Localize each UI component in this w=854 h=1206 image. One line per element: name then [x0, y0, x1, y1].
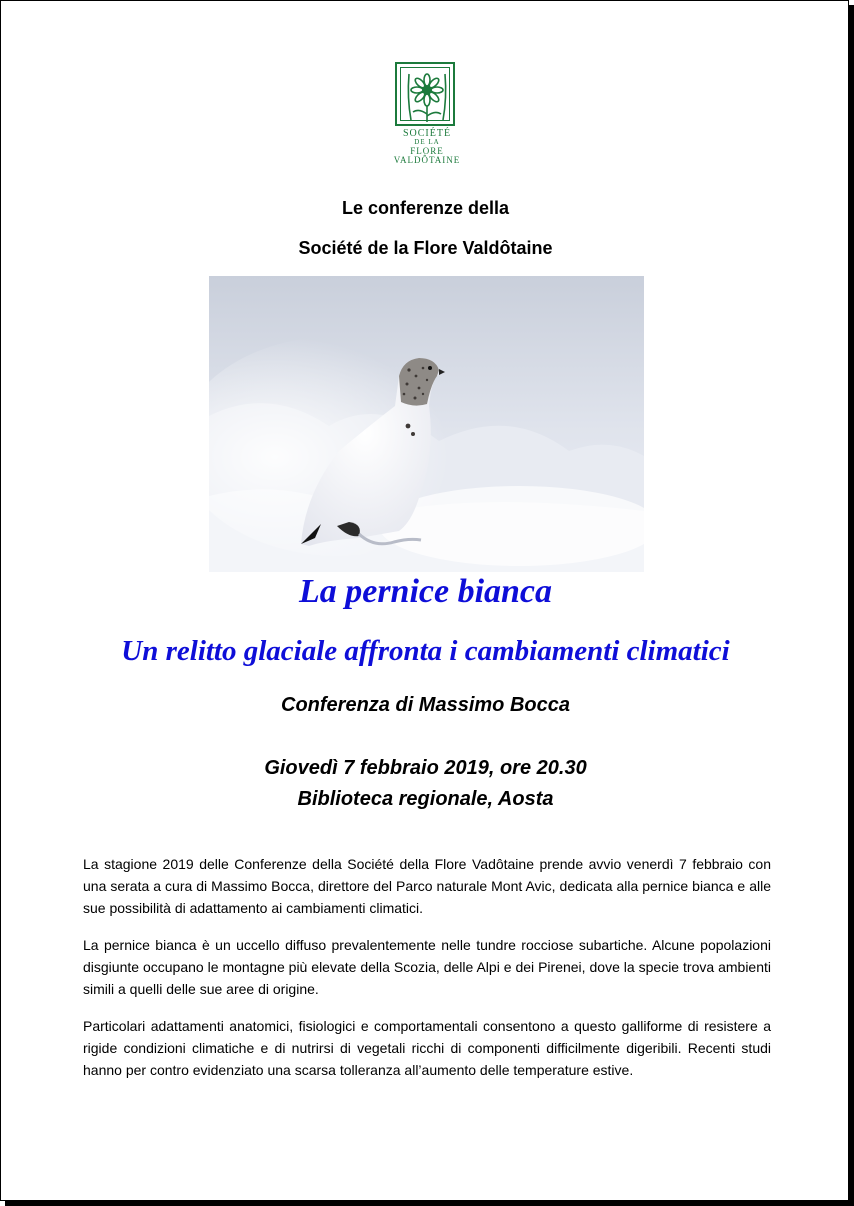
event-date: Giovedì 7 febbraio 2019, ore 20.30 — [264, 757, 587, 779]
event-subtitle: Un relitto glaciale affronta i cambiamenti climatici — [121, 635, 730, 667]
logo-lettering: SOCIÉTÉ DE LA FLORE VALDÔTAINE — [393, 128, 461, 165]
ptarmigan-photo — [209, 276, 644, 572]
page-shadow-right — [849, 5, 854, 1206]
speaker-line: Conferenza di Massimo Bocca — [281, 694, 570, 716]
page-shadow-bottom — [5, 1201, 854, 1206]
header-line-1: Le conferenze della — [341, 198, 510, 218]
event-place: Biblioteca regionale, Aosta — [297, 788, 554, 810]
paragraph-2: La pernice bianca è un uccello diffuso prevalentemente nelle tundre rocciose subartiche. Alcune popolazioni disgiunte occupano le montagne più elevate della Scozia, delle Alpi e dei Pirenei, dove la specie trova ambienti simili a quelli delle sue aree di origine. — [83, 937, 771, 997]
society-logo — [379, 59, 475, 167]
event-title: La pernice bianca — [298, 573, 553, 610]
paragraph-1: La stagione 2019 delle Conferenze della Société della Flore Vadôtaine prende avvio venerdì 7 febbraio con una serata a cura di Massimo Bocca, direttore del Parco naturale Mont Avic, dedicata alla pernice bianca e alle sue possibilità di adattamento ai cambiamenti climatici. — [83, 856, 771, 916]
flower-emblem-icon — [395, 62, 455, 126]
header-line-2: Société de la Flore Valdôtaine — [298, 238, 553, 258]
paragraph-3: Particolari adattamenti anatomici, fisiologici e comportamentali consentono a questo galliforme di resistere a rigide condizioni climatiche e di nutrirsi di vegetali ricchi di componenti difficilmente digeribili. Recenti studi hanno per contro evidenziato una scarsa tolleranza all’aumento delle temperature estive. — [83, 1018, 771, 1078]
